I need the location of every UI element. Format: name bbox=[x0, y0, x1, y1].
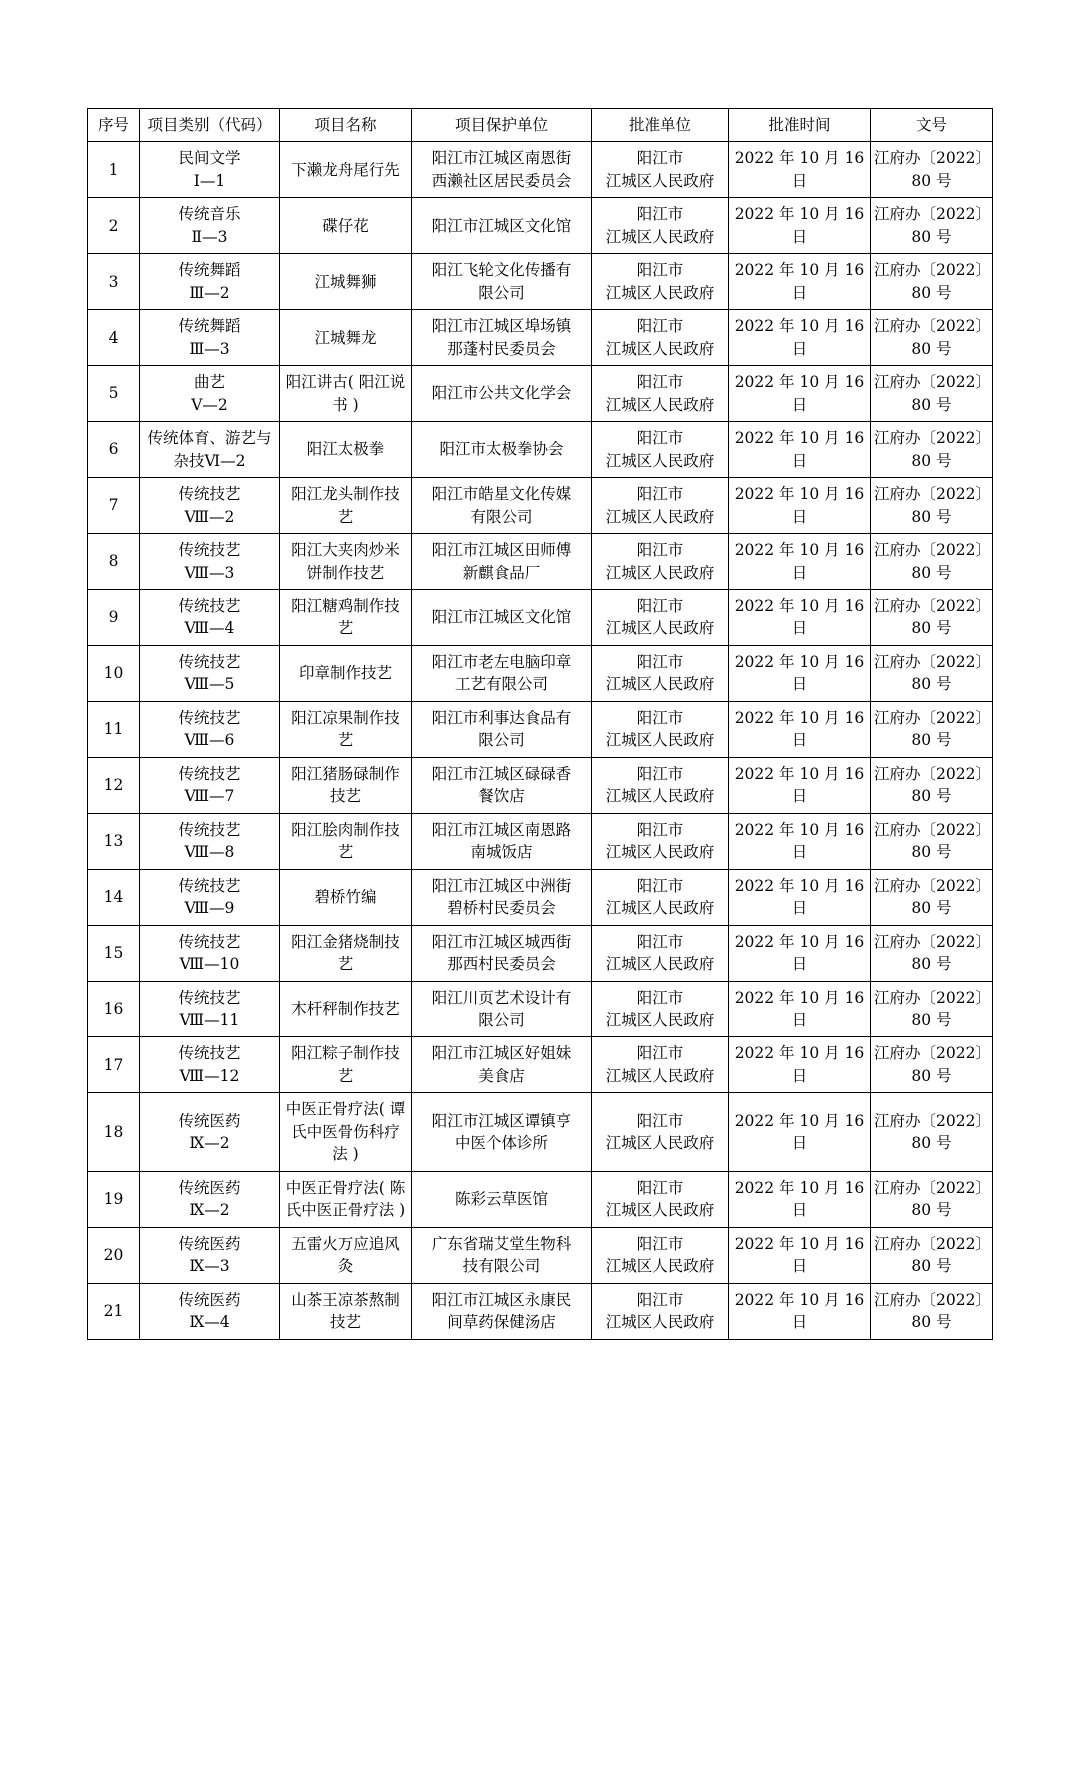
cell-date: 2022 年 10 月 16 日 bbox=[729, 869, 871, 925]
table-row bbox=[88, 1227, 993, 1283]
cell-name: 阳江太极拳 bbox=[280, 422, 412, 478]
table-row bbox=[88, 981, 993, 1037]
cell-name: 碟仔花 bbox=[280, 198, 412, 254]
cell-approver: 阳江市 江城区人民政府 bbox=[592, 645, 729, 701]
cell-docno: 江府办〔2022〕 80 号 bbox=[871, 534, 993, 590]
cell-approver: 阳江市 江城区人民政府 bbox=[592, 310, 729, 366]
cell-approver: 阳江市 江城区人民政府 bbox=[592, 869, 729, 925]
cell-approver: 阳江市 江城区人民政府 bbox=[592, 534, 729, 590]
cell-unit: 阳江市江城区南恩街 西濑社区居民委员会 bbox=[412, 142, 592, 198]
cell-name: 阳江金猪烧制技 艺 bbox=[280, 925, 412, 981]
cell-approver: 阳江市 江城区人民政府 bbox=[592, 589, 729, 645]
cell-date: 2022 年 10 月 16 日 bbox=[729, 1227, 871, 1283]
cell-no: 2 bbox=[88, 198, 140, 254]
cell-unit: 阳江市江城区埠场镇 那蓬村民委员会 bbox=[412, 310, 592, 366]
cell-category: 传统技艺 Ⅷ—10 bbox=[140, 925, 280, 981]
table-row bbox=[88, 1283, 993, 1339]
cell-unit: 阳江市皓星文化传媒 有限公司 bbox=[412, 478, 592, 534]
cell-approver: 阳江市 江城区人民政府 bbox=[592, 1037, 729, 1093]
cell-unit: 陈彩云草医馆 bbox=[412, 1171, 592, 1227]
table-row bbox=[88, 366, 993, 422]
cell-docno: 江府办〔2022〕 80 号 bbox=[871, 1227, 993, 1283]
cell-category: 传统技艺 Ⅷ—9 bbox=[140, 869, 280, 925]
cell-name: 山茶王凉茶熬制 技艺 bbox=[280, 1283, 412, 1339]
cell-no: 9 bbox=[88, 589, 140, 645]
table-row bbox=[88, 198, 993, 254]
header-cell-date: 批准时间 bbox=[729, 109, 871, 142]
cell-name: 下濑龙舟尾行先 bbox=[280, 142, 412, 198]
cell-docno: 江府办〔2022〕 80 号 bbox=[871, 310, 993, 366]
cell-name: 中医正骨疗法( 谭 氏中医骨伤科疗 法 ) bbox=[280, 1093, 412, 1171]
cell-category: 民间文学 Ⅰ—1 bbox=[140, 142, 280, 198]
cell-date: 2022 年 10 月 16 日 bbox=[729, 478, 871, 534]
cell-name: 阳江脍肉制作技 艺 bbox=[280, 813, 412, 869]
cell-docno: 江府办〔2022〕 80 号 bbox=[871, 198, 993, 254]
cell-category: 传统医药 Ⅸ—4 bbox=[140, 1283, 280, 1339]
cell-no: 15 bbox=[88, 925, 140, 981]
cell-unit: 阳江市江城区文化馆 bbox=[412, 589, 592, 645]
cell-approver: 阳江市 江城区人民政府 bbox=[592, 1283, 729, 1339]
cell-approver: 阳江市 江城区人民政府 bbox=[592, 981, 729, 1037]
cell-date: 2022 年 10 月 16 日 bbox=[729, 310, 871, 366]
cell-category: 传统技艺 Ⅷ—7 bbox=[140, 757, 280, 813]
cell-no: 11 bbox=[88, 701, 140, 757]
cell-name: 阳江粽子制作技 艺 bbox=[280, 1037, 412, 1093]
header-cell-unit: 项目保护单位 bbox=[412, 109, 592, 142]
table-row bbox=[88, 422, 993, 478]
cell-no: 20 bbox=[88, 1227, 140, 1283]
cell-docno: 江府办〔2022〕 80 号 bbox=[871, 1283, 993, 1339]
cell-date: 2022 年 10 月 16 日 bbox=[729, 422, 871, 478]
table-row bbox=[88, 142, 993, 198]
cell-category: 传统技艺 Ⅷ—5 bbox=[140, 645, 280, 701]
cell-no: 12 bbox=[88, 757, 140, 813]
cell-approver: 阳江市 江城区人民政府 bbox=[592, 701, 729, 757]
cell-category: 传统技艺 Ⅷ—4 bbox=[140, 589, 280, 645]
header-cell-name: 项目名称 bbox=[280, 109, 412, 142]
cell-date: 2022 年 10 月 16 日 bbox=[729, 198, 871, 254]
cell-docno: 江府办〔2022〕 80 号 bbox=[871, 254, 993, 310]
cell-date: 2022 年 10 月 16 日 bbox=[729, 534, 871, 590]
cell-category: 传统医药 Ⅸ—2 bbox=[140, 1171, 280, 1227]
cell-unit: 阳江市江城区南恩路 南城饭店 bbox=[412, 813, 592, 869]
cell-no: 17 bbox=[88, 1037, 140, 1093]
header-cell-category: 项目类别（代码） bbox=[140, 109, 280, 142]
cell-no: 5 bbox=[88, 366, 140, 422]
cell-no: 19 bbox=[88, 1171, 140, 1227]
cell-docno: 江府办〔2022〕 80 号 bbox=[871, 813, 993, 869]
cell-docno: 江府办〔2022〕 80 号 bbox=[871, 1171, 993, 1227]
cell-name: 中医正骨疗法( 陈 氏中医正骨疗法 ) bbox=[280, 1171, 412, 1227]
table-header bbox=[88, 109, 993, 142]
cell-unit: 阳江飞轮文化传播有 限公司 bbox=[412, 254, 592, 310]
cell-unit: 阳江市江城区谭镇亨 中医个体诊所 bbox=[412, 1093, 592, 1171]
cell-no: 21 bbox=[88, 1283, 140, 1339]
table-row bbox=[88, 701, 993, 757]
cell-unit: 阳江市太极拳协会 bbox=[412, 422, 592, 478]
cell-name: 阳江龙头制作技 艺 bbox=[280, 478, 412, 534]
header-cell-approver: 批准单位 bbox=[592, 109, 729, 142]
cell-no: 7 bbox=[88, 478, 140, 534]
cell-docno: 江府办〔2022〕 80 号 bbox=[871, 478, 993, 534]
cell-approver: 阳江市 江城区人民政府 bbox=[592, 1227, 729, 1283]
table-row bbox=[88, 869, 993, 925]
cell-category: 传统技艺 Ⅷ—12 bbox=[140, 1037, 280, 1093]
cell-unit: 阳江市江城区碌碌香 餐饮店 bbox=[412, 757, 592, 813]
cell-unit: 阳江市公共文化学会 bbox=[412, 366, 592, 422]
cell-date: 2022 年 10 月 16 日 bbox=[729, 1093, 871, 1171]
cell-date: 2022 年 10 月 16 日 bbox=[729, 757, 871, 813]
header-row bbox=[88, 109, 993, 142]
cell-no: 18 bbox=[88, 1093, 140, 1171]
cell-date: 2022 年 10 月 16 日 bbox=[729, 1283, 871, 1339]
cell-category: 传统医药 Ⅸ—3 bbox=[140, 1227, 280, 1283]
table-row bbox=[88, 1171, 993, 1227]
cell-approver: 阳江市 江城区人民政府 bbox=[592, 1093, 729, 1171]
cell-unit: 阳江市江城区永康民 间草药保健汤店 bbox=[412, 1283, 592, 1339]
cell-category: 传统技艺 Ⅷ—2 bbox=[140, 478, 280, 534]
cell-date: 2022 年 10 月 16 日 bbox=[729, 701, 871, 757]
cell-category: 传统音乐 Ⅱ—3 bbox=[140, 198, 280, 254]
cell-approver: 阳江市 江城区人民政府 bbox=[592, 1171, 729, 1227]
cell-name: 五雷火万应追风 灸 bbox=[280, 1227, 412, 1283]
heritage-projects-table bbox=[87, 108, 993, 1340]
cell-category: 传统技艺 Ⅷ—3 bbox=[140, 534, 280, 590]
cell-unit: 阳江市老左电脑印章 工艺有限公司 bbox=[412, 645, 592, 701]
cell-category: 传统技艺 Ⅷ—8 bbox=[140, 813, 280, 869]
header-cell-no: 序号 bbox=[88, 109, 140, 142]
cell-no: 3 bbox=[88, 254, 140, 310]
cell-no: 13 bbox=[88, 813, 140, 869]
cell-docno: 江府办〔2022〕 80 号 bbox=[871, 757, 993, 813]
cell-docno: 江府办〔2022〕 80 号 bbox=[871, 645, 993, 701]
cell-docno: 江府办〔2022〕 80 号 bbox=[871, 142, 993, 198]
cell-date: 2022 年 10 月 16 日 bbox=[729, 142, 871, 198]
cell-unit: 阳江川页艺术设计有 限公司 bbox=[412, 981, 592, 1037]
cell-unit: 阳江市江城区文化馆 bbox=[412, 198, 592, 254]
table-row bbox=[88, 645, 993, 701]
cell-unit: 阳江市江城区田师傅 新麒食品厂 bbox=[412, 534, 592, 590]
table-row bbox=[88, 534, 993, 590]
cell-approver: 阳江市 江城区人民政府 bbox=[592, 142, 729, 198]
cell-date: 2022 年 10 月 16 日 bbox=[729, 1171, 871, 1227]
cell-docno: 江府办〔2022〕 80 号 bbox=[871, 869, 993, 925]
table-row bbox=[88, 757, 993, 813]
header-cell-docno: 文号 bbox=[871, 109, 993, 142]
cell-name: 碧桥竹编 bbox=[280, 869, 412, 925]
cell-date: 2022 年 10 月 16 日 bbox=[729, 254, 871, 310]
table-row bbox=[88, 925, 993, 981]
cell-docno: 江府办〔2022〕 80 号 bbox=[871, 366, 993, 422]
cell-date: 2022 年 10 月 16 日 bbox=[729, 925, 871, 981]
cell-docno: 江府办〔2022〕 80 号 bbox=[871, 1037, 993, 1093]
cell-date: 2022 年 10 月 16 日 bbox=[729, 589, 871, 645]
table-row bbox=[88, 310, 993, 366]
cell-category: 曲艺 Ⅴ—2 bbox=[140, 366, 280, 422]
cell-docno: 江府办〔2022〕 80 号 bbox=[871, 1093, 993, 1171]
cell-no: 16 bbox=[88, 981, 140, 1037]
cell-approver: 阳江市 江城区人民政府 bbox=[592, 366, 729, 422]
cell-approver: 阳江市 江城区人民政府 bbox=[592, 422, 729, 478]
cell-unit: 广东省瑞艾堂生物科 技有限公司 bbox=[412, 1227, 592, 1283]
cell-name: 阳江凉果制作技 艺 bbox=[280, 701, 412, 757]
cell-no: 4 bbox=[88, 310, 140, 366]
cell-docno: 江府办〔2022〕 80 号 bbox=[871, 422, 993, 478]
cell-no: 14 bbox=[88, 869, 140, 925]
cell-category: 传统舞蹈 Ⅲ—3 bbox=[140, 310, 280, 366]
cell-unit: 阳江市利事达食品有 限公司 bbox=[412, 701, 592, 757]
cell-unit: 阳江市江城区中洲街 碧桥村民委员会 bbox=[412, 869, 592, 925]
cell-name: 阳江猪肠碌制作 技艺 bbox=[280, 757, 412, 813]
table-row bbox=[88, 589, 993, 645]
table-row bbox=[88, 254, 993, 310]
table-row bbox=[88, 1093, 993, 1171]
table-row bbox=[88, 478, 993, 534]
cell-no: 1 bbox=[88, 142, 140, 198]
table-row bbox=[88, 813, 993, 869]
cell-date: 2022 年 10 月 16 日 bbox=[729, 645, 871, 701]
cell-no: 10 bbox=[88, 645, 140, 701]
cell-approver: 阳江市 江城区人民政府 bbox=[592, 198, 729, 254]
cell-category: 传统医药 Ⅸ—2 bbox=[140, 1093, 280, 1171]
cell-approver: 阳江市 江城区人民政府 bbox=[592, 254, 729, 310]
cell-unit: 阳江市江城区好姐妹 美食店 bbox=[412, 1037, 592, 1093]
table-row bbox=[88, 1037, 993, 1093]
cell-docno: 江府办〔2022〕 80 号 bbox=[871, 981, 993, 1037]
cell-category: 传统技艺 Ⅷ—11 bbox=[140, 981, 280, 1037]
cell-docno: 江府办〔2022〕 80 号 bbox=[871, 925, 993, 981]
cell-no: 8 bbox=[88, 534, 140, 590]
cell-category: 传统技艺 Ⅷ—6 bbox=[140, 701, 280, 757]
cell-approver: 阳江市 江城区人民政府 bbox=[592, 478, 729, 534]
cell-date: 2022 年 10 月 16 日 bbox=[729, 366, 871, 422]
table-body bbox=[88, 142, 993, 1339]
cell-name: 木杆秤制作技艺 bbox=[280, 981, 412, 1037]
cell-name: 江城舞龙 bbox=[280, 310, 412, 366]
cell-date: 2022 年 10 月 16 日 bbox=[729, 1037, 871, 1093]
cell-category: 传统体育、游艺与 杂技Ⅵ—2 bbox=[140, 422, 280, 478]
cell-approver: 阳江市 江城区人民政府 bbox=[592, 813, 729, 869]
cell-approver: 阳江市 江城区人民政府 bbox=[592, 925, 729, 981]
cell-category: 传统舞蹈 Ⅲ—2 bbox=[140, 254, 280, 310]
cell-name: 阳江大夹肉炒米 饼制作技艺 bbox=[280, 534, 412, 590]
cell-name: 江城舞狮 bbox=[280, 254, 412, 310]
cell-docno: 江府办〔2022〕 80 号 bbox=[871, 701, 993, 757]
cell-date: 2022 年 10 月 16 日 bbox=[729, 981, 871, 1037]
cell-no: 6 bbox=[88, 422, 140, 478]
cell-date: 2022 年 10 月 16 日 bbox=[729, 813, 871, 869]
cell-approver: 阳江市 江城区人民政府 bbox=[592, 757, 729, 813]
cell-unit: 阳江市江城区城西街 那西村民委员会 bbox=[412, 925, 592, 981]
cell-name: 阳江糖鸡制作技 艺 bbox=[280, 589, 412, 645]
cell-docno: 江府办〔2022〕 80 号 bbox=[871, 589, 993, 645]
cell-name: 印章制作技艺 bbox=[280, 645, 412, 701]
cell-name: 阳江讲古( 阳江说 书 ) bbox=[280, 366, 412, 422]
